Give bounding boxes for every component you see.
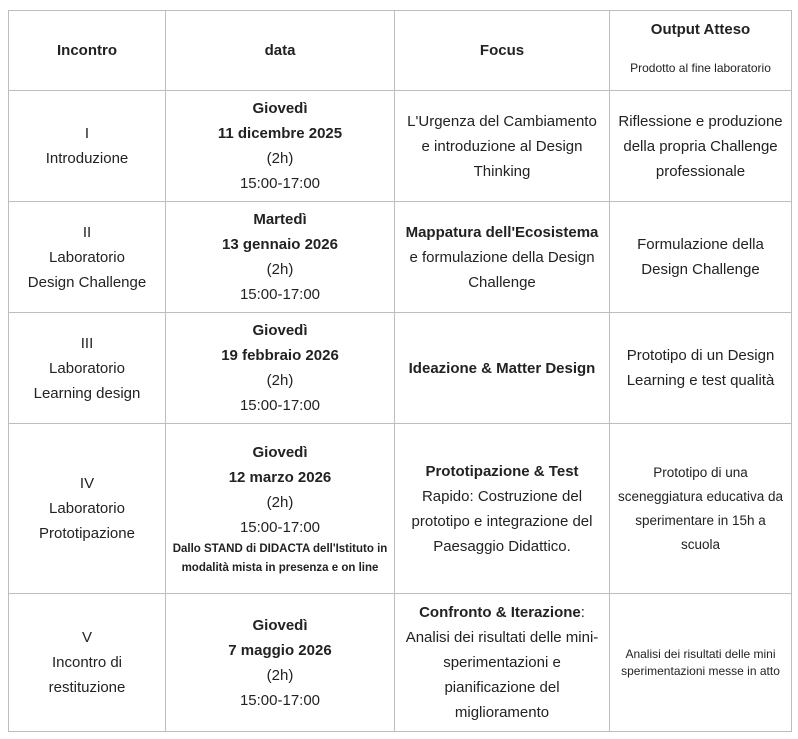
- output-cell: Riflessione e produzione della propria Challenge professionale: [610, 91, 792, 202]
- table-row: [9, 202, 792, 313]
- date-cell: Giovedì 12 marzo 2026 (2h) 15:00-17:00 Dallo STAND di DIDACTA dell'Istituto in modalità mista in presenza e on line: [166, 424, 395, 594]
- focus-cell: Mappatura dell'Ecosistema e formulazione della Design Challenge: [395, 202, 610, 313]
- output-cell: Analisi dei risultati delle mini sperimentazioni messe in atto: [610, 594, 792, 732]
- output-cell: Prototipo di una sceneggiatura educativa da sperimentare in 15h a scuola: [610, 424, 792, 594]
- table-row: [9, 313, 792, 424]
- header-focus: Focus: [395, 11, 610, 91]
- header-output-subtitle: Prodotto al fine laboratorio: [630, 61, 771, 75]
- incontro-cell: IV Laboratorio Prototipazione: [9, 424, 166, 594]
- table-row: [9, 424, 792, 594]
- output-cell: Formulazione della Design Challenge: [610, 202, 792, 313]
- header-row: [9, 11, 792, 91]
- header-data: data: [166, 11, 395, 91]
- table-row: [9, 594, 792, 732]
- focus-cell: Prototipazione & Test Rapido: Costruzione del prototipo e integrazione del Paesaggio Didattico.: [395, 424, 610, 594]
- incontro-cell: I Introduzione: [9, 91, 166, 202]
- location-note: Dallo STAND di DIDACTA dell'Istituto in modalità mista in presenza e on line: [172, 542, 388, 574]
- focus-cell: Confronto & Iterazione: Analisi dei risultati delle mini-sperimentazioni e pianificazione del miglioramento: [395, 594, 610, 732]
- header-output: [610, 11, 792, 91]
- schedule-table: [8, 10, 792, 732]
- header-output-title: Output Atteso: [650, 21, 751, 38]
- incontro-cell: III Laboratorio Learning design: [9, 313, 166, 424]
- focus-cell: L'Urgenza del Cambiamento e introduzione al Design Thinking: [395, 91, 610, 202]
- incontro-cell: II Laboratorio Design Challenge: [9, 202, 166, 313]
- date-cell: Giovedì 11 dicembre 2025 (2h) 15:00-17:00: [166, 91, 395, 202]
- output-cell: Prototipo di un Design Learning e test qualità: [610, 313, 792, 424]
- date-cell: Giovedì 7 maggio 2026 (2h) 15:00-17:00: [166, 594, 395, 732]
- focus-cell: Ideazione & Matter Design: [395, 313, 610, 424]
- date-cell: Martedì 13 gennaio 2026 (2h) 15:00-17:00: [166, 202, 395, 313]
- header-incontro: Incontro: [9, 11, 166, 91]
- table-row: [9, 91, 792, 202]
- date-cell: Giovedì 19 febbraio 2026 (2h) 15:00-17:00: [166, 313, 395, 424]
- incontro-cell: V Incontro di restituzione: [9, 594, 166, 732]
